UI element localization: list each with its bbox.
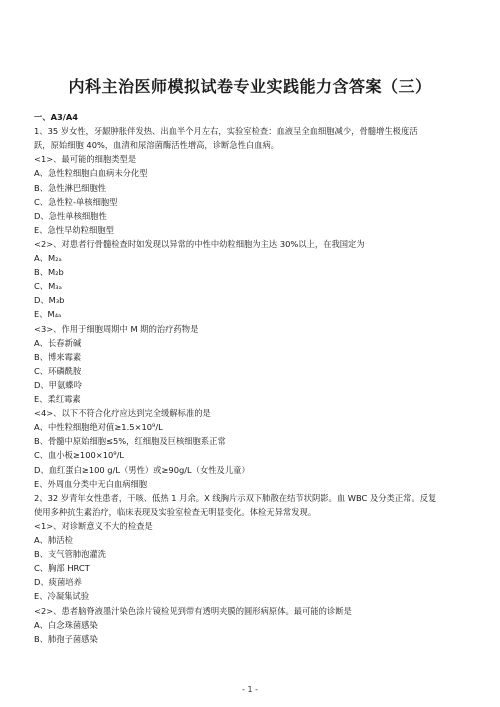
page-number: - 1 -	[242, 685, 258, 694]
text-line: <1>、最可能的细胞类型是	[34, 154, 137, 165]
text-line: 1、35 岁女性，牙龈肿胀伴发热、出血半个月左右，实验室检查：血液呈全血细胞减少，骨髓增生极度活	[34, 126, 418, 137]
text-line: C、胸部 HRCT	[34, 563, 90, 574]
text-line: D、M₃b	[34, 295, 65, 306]
document-title: 内科主治医师模拟试卷专业实践能力含答案（三）	[68, 77, 432, 96]
text-line: E、冷凝集试验	[34, 591, 90, 602]
text-line: <3>、作用于细胞周期中 M 期的治疗药物是	[34, 323, 199, 334]
text-line: A、M₂ₐ	[34, 253, 62, 263]
text-line: E、柔红霉素	[34, 394, 81, 404]
text-line: A、长春新碱	[34, 337, 82, 348]
text-line: D、甲氨蝶呤	[34, 379, 82, 390]
text-line: C、血小板≥100×10⁹/L	[34, 450, 125, 461]
section-heading: 一、A3/A4	[34, 112, 79, 122]
text-line: B、博来霉素	[34, 351, 82, 362]
text-line: C、急性粒-单核细胞型	[34, 196, 118, 207]
text-line: B、肺孢子菌感染	[34, 633, 98, 644]
text-line: B、急性淋巴细胞性	[34, 182, 107, 193]
text-line: 跃，原始细胞 40%，血清和尿溶菌酶活性增高，诊断急性白血病。	[34, 140, 280, 151]
text-line: E、急性早幼粒细胞型	[34, 224, 114, 235]
text-line: <4>、以下不符合化疗应达到完全缓解标准的是	[34, 408, 211, 419]
text-line: A、肺活检	[34, 535, 73, 545]
text-line: A、中性粒细胞绝对值≥1.5×10⁹/L	[34, 422, 163, 433]
text-line: D、痰菌培养	[34, 577, 82, 588]
text-line: C、M₃ₐ	[34, 281, 62, 292]
text-line: E、外周血分类中无白血病细胞	[34, 478, 148, 489]
text-line: D、急性单核细胞性	[34, 210, 107, 221]
text-line: A、急性粒细胞白血病未分化型	[34, 168, 148, 179]
text-line: B、M₂b	[34, 267, 64, 278]
text-line: B、骨髓中原始细胞≤5%，红细胞及巨核细胞系正常	[34, 436, 226, 447]
text-line: <2>、患者脑脊液墨汁染色涂片镜检见到带有透明夹膜的圆形病原体。最可能的诊断是	[34, 605, 352, 616]
text-line: 使用多种抗生素治疗，临床表现及实验室检查无明显变化。体检无异常发现。	[34, 506, 317, 517]
text-line: <1>、对诊断意义不大的检查是	[34, 520, 153, 531]
text-line: C、环磷酰胺	[34, 365, 82, 376]
text-line: B、支气管肺泡灌洗	[34, 549, 107, 560]
text-line: 2、32 岁青年女性患者，干咳、低热 1 月余。X 线胸片示双下肺散在结节状阴影。血 WBC 及分类正常。反复	[34, 492, 437, 503]
text-line: A、白念珠菌感染	[34, 619, 98, 630]
text-line: D、血红蛋白≥100 g/L（男性）或≥90g/L（女性及儿童）	[34, 464, 250, 475]
text-line: <2>、对患者行骨髓检查时如发现以异常的中性中幼粒细胞为主达 30%以上，在我国定为	[34, 238, 365, 249]
text-line: E、M₄ₐ	[34, 309, 62, 320]
